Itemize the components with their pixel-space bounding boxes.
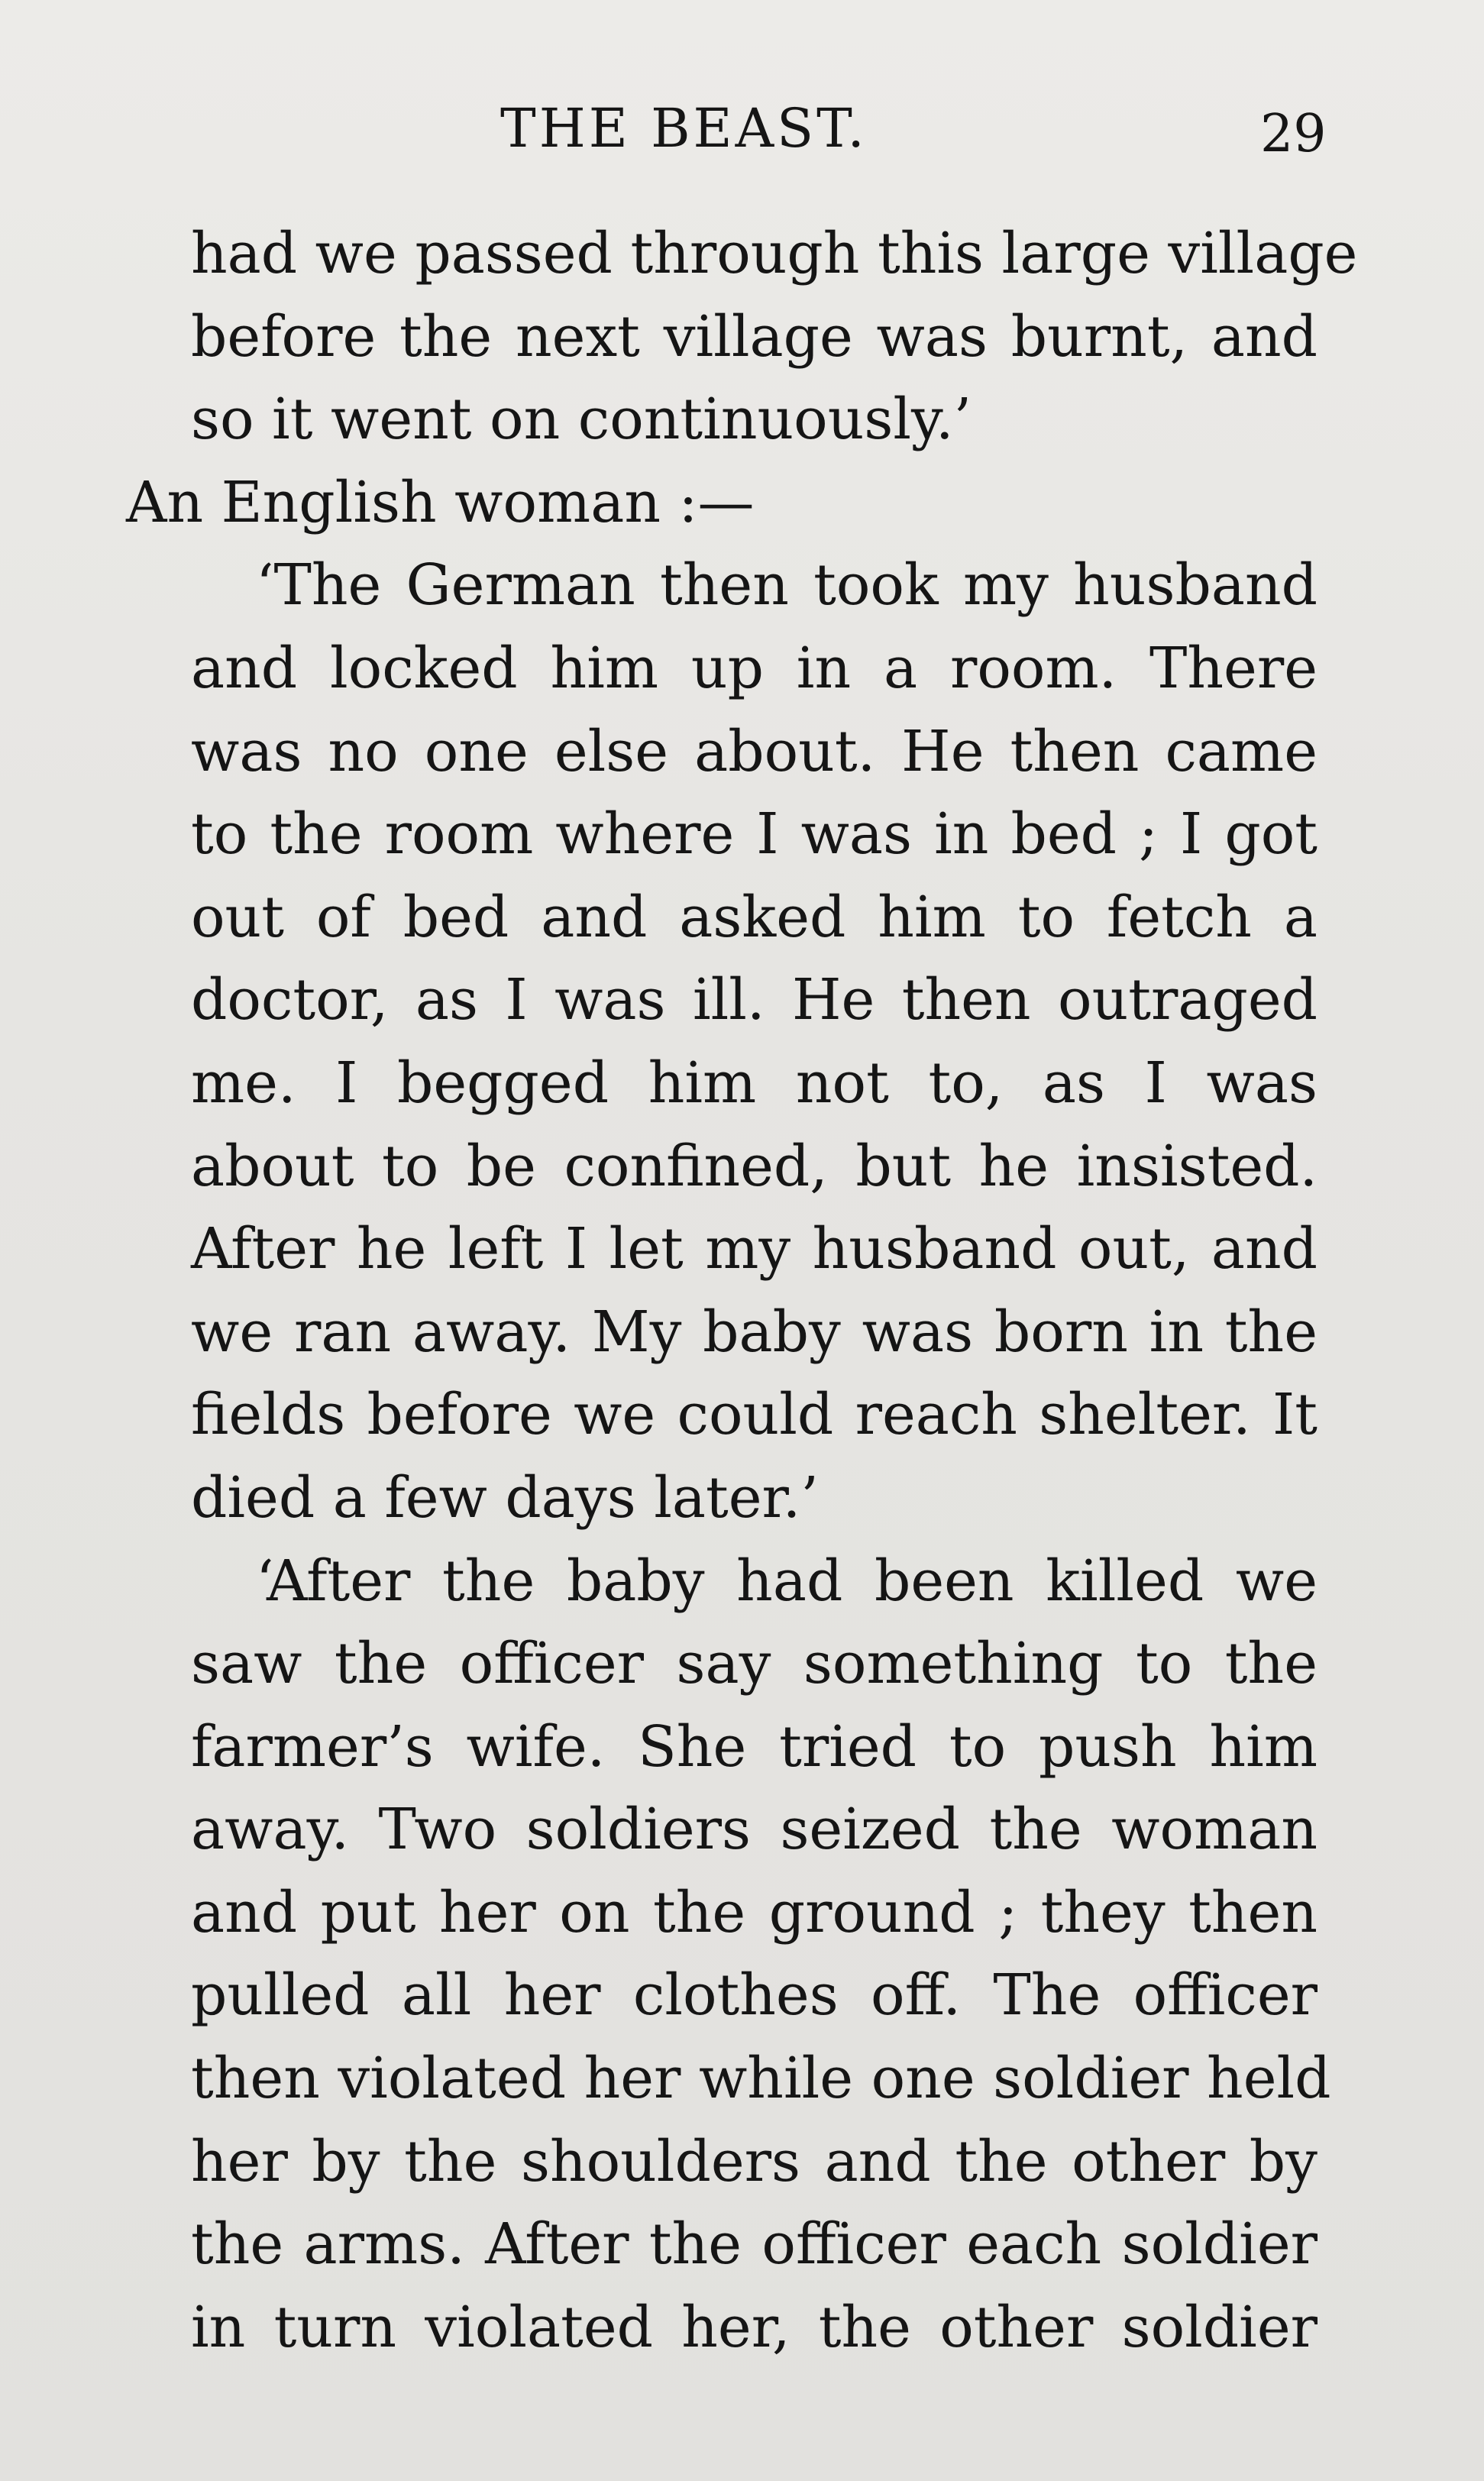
text-line: the arms. After the officer each soldier: [191, 2211, 1317, 2278]
text-line: before the next village was burnt, and: [191, 303, 1317, 370]
text-line: so it went on continuously.’: [191, 387, 972, 453]
text-line: away. Two soldiers seized the woman: [191, 1797, 1317, 1863]
text-line: pulled all her clothes off. The officer: [191, 1962, 1317, 2029]
text-line: about to be confined, but he insisted.: [191, 1133, 1317, 1199]
paragraph-first-line: ‘After the baby had been killed we: [256, 1548, 1317, 1614]
text-line: fields before we could reach shelter. It: [191, 1382, 1317, 1448]
text-line: had we passed through this large village: [191, 221, 1358, 286]
text-line: in turn violated her, the other soldier: [191, 2294, 1317, 2360]
text-line: to the room where I was in bed ; I got: [191, 801, 1317, 868]
section-intro-line: An English woman :—: [126, 469, 755, 535]
text-line: and locked him up in a room. There: [191, 635, 1317, 701]
text-line: me. I begged him not to, as I was: [191, 1050, 1317, 1116]
text-line: died a few days later.’: [191, 1464, 819, 1531]
text-line: out of bed and asked him to fetch a: [191, 884, 1317, 950]
text-line: we ran away. My baby was born in the: [191, 1299, 1317, 1365]
text-line: and put her on the ground ; they then: [191, 1879, 1317, 1946]
body-text: [126, 212, 1358, 2369]
text-line: was no one else about. He then came: [191, 718, 1317, 784]
text-line: saw the officer say something to the: [191, 1631, 1317, 1697]
running-head: [0, 90, 1484, 167]
text-line: farmer’s wife. She tried to push him: [191, 1713, 1317, 1780]
running-head-title: THE BEAST.: [500, 97, 868, 160]
page-number: 29: [1260, 104, 1327, 164]
text-line: her by the shoulders and the other by: [191, 2128, 1317, 2195]
text-line: then violated her while one soldier held: [191, 2046, 1331, 2112]
text-line: doctor, as I was ill. He then outraged: [191, 967, 1317, 1033]
text-line: After he left I let my husband out, and: [191, 1216, 1317, 1283]
paragraph-first-line: ‘The German then took my husband: [256, 552, 1317, 619]
